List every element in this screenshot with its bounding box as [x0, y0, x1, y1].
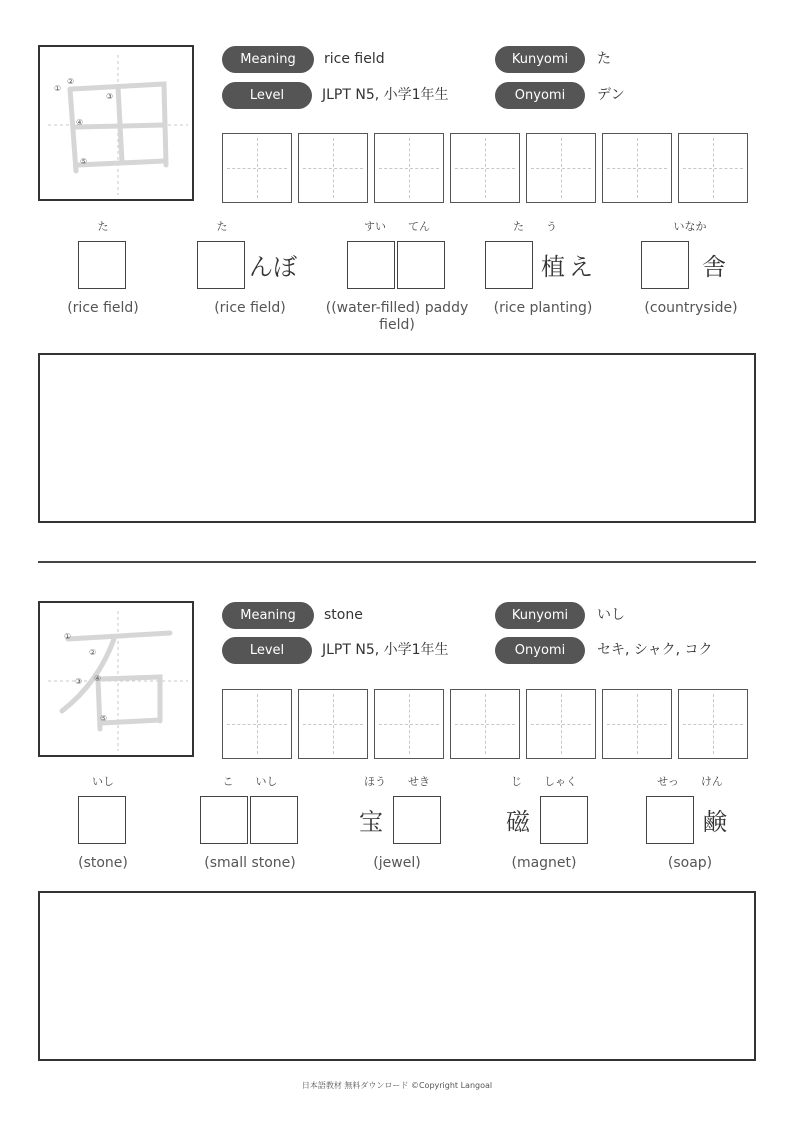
- level-label: Level: [222, 637, 312, 664]
- level-label: Level: [222, 82, 312, 109]
- answer-box[interactable]: [641, 241, 689, 289]
- furigana: すい てん: [364, 220, 430, 233]
- practice-cell[interactable]: [526, 689, 596, 759]
- notes-area[interactable]: [38, 891, 756, 1061]
- practice-cell[interactable]: [374, 689, 444, 759]
- furigana: せっ けん: [657, 775, 723, 788]
- meaning-value: rice field: [324, 51, 385, 67]
- vocab-gloss: (magnet): [511, 855, 577, 871]
- vocab-gloss: (soap): [667, 855, 713, 871]
- answer-box[interactable]: [78, 796, 126, 844]
- furigana: こ いし: [222, 775, 278, 788]
- practice-cell[interactable]: [678, 133, 748, 203]
- notes-area[interactable]: [38, 353, 756, 523]
- stroke-number: ⑤: [100, 714, 108, 723]
- copyright-footer: 日本語教材 無料ダウンロード ©Copyright Langoal: [301, 1081, 493, 1090]
- practice-cell[interactable]: [526, 133, 596, 203]
- kunyomi-label: Kunyomi: [495, 46, 585, 73]
- answer-box[interactable]: [540, 796, 588, 844]
- vocab-kana: んぼ: [249, 253, 297, 281]
- answer-box[interactable]: [397, 241, 445, 289]
- answer-box[interactable]: [250, 796, 298, 844]
- answer-box[interactable]: [393, 796, 441, 844]
- practice-cell[interactable]: [602, 689, 672, 759]
- kunyomi-value: た: [597, 51, 611, 67]
- vocab-gloss: ((water-filled) paddy field): [325, 300, 469, 333]
- practice-cell[interactable]: [602, 133, 672, 203]
- stroke-order-image: [40, 47, 196, 203]
- practice-cell[interactable]: [678, 689, 748, 759]
- stroke-number: ①: [64, 632, 72, 641]
- level-value: JLPT N5, 小学1年生: [322, 642, 449, 658]
- practice-cell[interactable]: [374, 133, 444, 203]
- stroke-number: ②: [67, 77, 75, 86]
- stroke-number: ④: [76, 118, 84, 127]
- stroke-order-diagram: [38, 45, 194, 201]
- section-divider: [38, 561, 756, 563]
- stroke-order-diagram: [38, 601, 194, 757]
- meaning-label: Meaning: [222, 46, 314, 73]
- vocab-gloss: (rice field): [67, 300, 139, 316]
- answer-box[interactable]: [200, 796, 248, 844]
- vocab-kana: 植え: [541, 253, 597, 281]
- stroke-number: ①: [54, 84, 62, 93]
- furigana: いし: [92, 775, 114, 788]
- practice-cell[interactable]: [298, 133, 368, 203]
- vocab-gloss: (small stone): [204, 855, 296, 871]
- onyomi-label: Onyomi: [495, 637, 585, 664]
- practice-cell[interactable]: [222, 133, 292, 203]
- furigana: ほう せき: [364, 775, 430, 788]
- kunyomi-value: いし: [597, 607, 625, 623]
- vocab-gloss: (stone): [78, 855, 128, 871]
- vocab-gloss: (jewel): [373, 855, 421, 871]
- furigana: た: [216, 220, 228, 233]
- vocab-kana: 宝: [359, 808, 383, 836]
- stroke-number: ③: [75, 677, 83, 686]
- answer-box[interactable]: [646, 796, 694, 844]
- onyomi-value: セキ, シャク, コク: [597, 642, 713, 658]
- vocab-kana: 磁: [506, 808, 530, 836]
- answer-box[interactable]: [78, 241, 126, 289]
- practice-cell[interactable]: [450, 133, 520, 203]
- answer-box[interactable]: [347, 241, 395, 289]
- level-value: JLPT N5, 小学1年生: [322, 87, 449, 103]
- stroke-number: ④: [94, 674, 102, 683]
- furigana: た: [97, 220, 109, 233]
- meaning-label: Meaning: [222, 602, 314, 629]
- meaning-value: stone: [324, 607, 363, 623]
- stroke-order-image: [40, 603, 196, 759]
- stroke-number: ⑤: [80, 157, 88, 166]
- stroke-number: ②: [89, 648, 97, 657]
- vocab-kana: 鹸: [703, 808, 727, 836]
- practice-cell[interactable]: [450, 689, 520, 759]
- vocab-gloss: (rice field): [214, 300, 286, 316]
- practice-cell[interactable]: [298, 689, 368, 759]
- onyomi-label: Onyomi: [495, 82, 585, 109]
- furigana: いなか: [673, 220, 707, 233]
- answer-box[interactable]: [485, 241, 533, 289]
- furigana: た う: [513, 220, 557, 233]
- onyomi-value: デン: [597, 87, 625, 103]
- vocab-gloss: (rice planting): [493, 300, 593, 316]
- vocab-kana: 舎: [702, 253, 726, 281]
- stroke-number: ③: [106, 92, 114, 101]
- vocab-gloss: (countryside): [644, 300, 738, 316]
- kunyomi-label: Kunyomi: [495, 602, 585, 629]
- answer-box[interactable]: [197, 241, 245, 289]
- furigana: じ しゃく: [511, 775, 577, 788]
- practice-cell[interactable]: [222, 689, 292, 759]
